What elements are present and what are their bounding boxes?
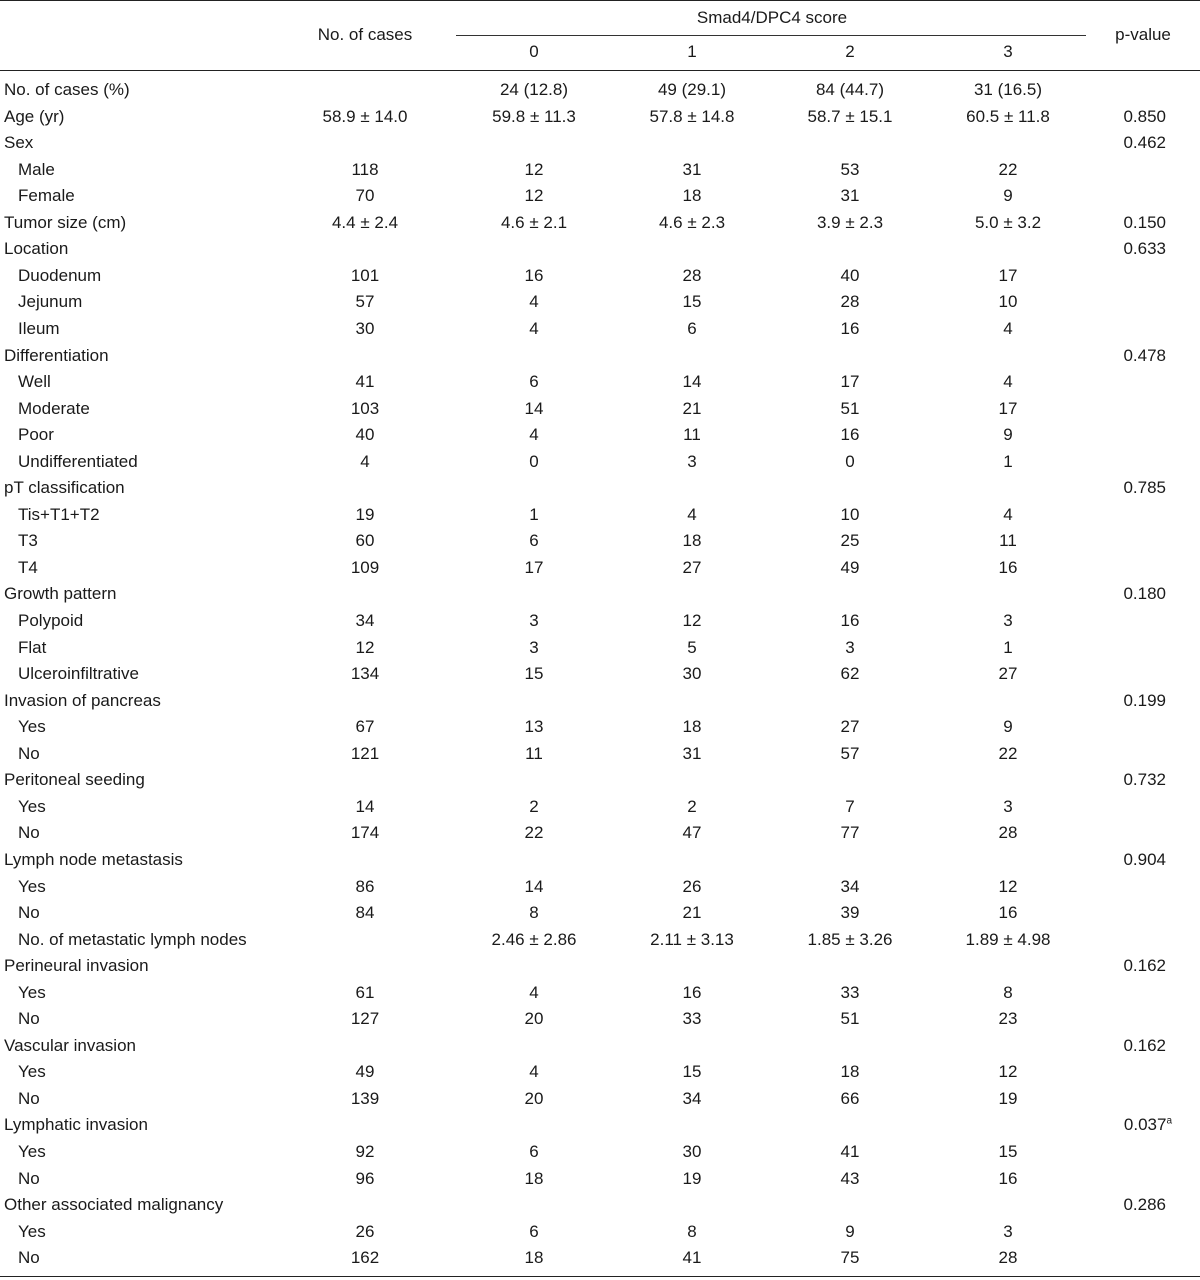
cell-pvalue — [1123, 584, 1166, 604]
cell-score-3: 12 — [998, 876, 1018, 896]
cell-no-cases: 12 — [355, 637, 375, 657]
cell-pvalue — [1123, 691, 1166, 711]
cell-score-1: 27 — [682, 557, 702, 577]
cell-score-2: 58.7 ± 15.1 — [807, 106, 893, 126]
cell-score-3: 5.0 ± 3.2 — [974, 212, 1042, 232]
cell-no-cases: 103 — [350, 398, 380, 418]
cell-score-3: 1 — [1003, 637, 1013, 657]
row-label: Other associated malignancy — [4, 1195, 224, 1215]
cell-score-2: 40 — [840, 265, 860, 285]
cell-score-0: 0 — [529, 451, 539, 471]
score-group-rule — [456, 35, 1086, 36]
cell-score-2: 51 — [840, 1009, 860, 1029]
row-label: Yes — [18, 1062, 46, 1082]
row-label: Age (yr) — [4, 106, 65, 126]
cell-no-cases: 121 — [350, 743, 380, 763]
cell-score-2: 49 — [840, 557, 860, 577]
cell-score-1: 2.11 ± 3.13 — [650, 929, 734, 949]
cell-score-2: 51 — [840, 398, 860, 418]
cell-score-2: 39 — [840, 903, 860, 923]
pvalue-text: 0.478 — [1123, 345, 1166, 365]
header-score-1: 1 — [687, 42, 697, 61]
row-label: Lymph node metastasis — [4, 849, 183, 869]
cell-no-cases: 40 — [355, 425, 375, 445]
cell-score-0: 6 — [529, 531, 539, 551]
cell-no-cases: 162 — [350, 1248, 380, 1268]
row-label: Yes — [18, 876, 46, 896]
cell-no-cases: 70 — [355, 186, 375, 206]
cell-no-cases: 41 — [355, 372, 375, 392]
cell-score-3: 19 — [998, 1088, 1018, 1108]
cell-score-1: 34 — [682, 1088, 702, 1108]
row-label: Sex — [4, 133, 34, 153]
row-label: No — [18, 743, 40, 763]
cell-no-cases: 58.9 ± 14.0 — [322, 106, 408, 126]
row-label: Yes — [18, 982, 46, 1002]
cell-score-0: 12 — [524, 159, 544, 179]
row-label: Jejunum — [18, 292, 83, 312]
cell-score-0: 16 — [524, 265, 544, 285]
cell-score-0: 59.8 ± 11.3 — [492, 106, 576, 126]
row-label: T3 — [18, 531, 38, 551]
cell-score-3: 60.5 ± 11.8 — [966, 106, 1050, 126]
cell-no-cases: 19 — [355, 504, 375, 524]
cell-score-3: 16 — [998, 557, 1018, 577]
cell-score-2: 7 — [845, 796, 855, 816]
cell-score-3: 22 — [998, 743, 1018, 763]
cell-no-cases: 49 — [355, 1062, 375, 1082]
cell-score-3: 4 — [1003, 318, 1013, 338]
cell-score-3: 10 — [998, 292, 1018, 312]
cell-no-cases: 60 — [355, 531, 375, 551]
cell-score-0: 6 — [529, 1221, 539, 1241]
cell-score-0: 1 — [529, 504, 539, 524]
cell-score-1: 4.6 ± 2.3 — [658, 212, 726, 232]
cell-score-1: 31 — [682, 743, 702, 763]
row-label: Undifferentiated — [18, 451, 138, 471]
pvalue-text: 0.162 — [1123, 956, 1166, 976]
pvalue-text: 0.180 — [1123, 584, 1166, 604]
cell-no-cases: 26 — [355, 1221, 375, 1241]
header-score-group: Smad4/DPC4 score — [696, 8, 848, 27]
row-label: Tis+T1+T2 — [18, 504, 100, 524]
cell-score-3: 11 — [999, 531, 1017, 551]
row-label: Male — [18, 159, 55, 179]
cell-score-0: 14 — [524, 876, 544, 896]
cell-score-2: 10 — [840, 504, 860, 524]
cell-score-0: 18 — [524, 1168, 544, 1188]
cell-score-3: 1.89 ± 4.98 — [965, 929, 1051, 949]
pvalue-text: 0.732 — [1123, 770, 1166, 790]
row-label: Yes — [18, 796, 46, 816]
cell-score-0: 8 — [529, 903, 539, 923]
cell-score-2: 31 — [840, 186, 860, 206]
cell-no-cases: 127 — [350, 1009, 380, 1029]
pvalue-text: 0.633 — [1123, 239, 1166, 259]
row-label: Moderate — [18, 398, 90, 418]
row-label: Perineural invasion — [4, 956, 149, 976]
cell-score-0: 4.6 ± 2.1 — [500, 212, 568, 232]
cell-no-cases: 34 — [355, 611, 375, 630]
cell-score-2: 34 — [840, 876, 860, 896]
cell-score-0: 15 — [524, 664, 544, 684]
row-label: No — [18, 1248, 40, 1268]
cell-score-0: 13 — [524, 717, 544, 737]
cell-no-cases: 57 — [355, 292, 375, 312]
cell-score-2: 3.9 ± 2.3 — [816, 212, 884, 232]
cell-score-3: 27 — [998, 664, 1018, 684]
row-label: No — [18, 1168, 40, 1188]
cell-score-2: 1.85 ± 3.26 — [807, 929, 893, 949]
cell-score-2: 62 — [840, 664, 860, 684]
cell-score-2: 41 — [840, 1142, 860, 1161]
row-label: Growth pattern — [4, 584, 117, 604]
cell-score-0: 12 — [524, 186, 544, 206]
row-label: Ulceroinfiltrative — [18, 664, 139, 684]
header-score-3: 3 — [1003, 42, 1013, 61]
row-label: Duodenum — [18, 265, 102, 285]
cell-score-3: 17 — [998, 265, 1018, 285]
cell-score-1: 2 — [687, 796, 697, 816]
cell-score-0: 4 — [529, 982, 539, 1002]
cell-score-3: 1 — [1003, 451, 1013, 471]
cell-score-2: 16 — [840, 611, 860, 630]
cell-no-cases: 134 — [350, 664, 380, 684]
cell-score-2: 57 — [840, 743, 860, 763]
row-label: Location — [4, 239, 69, 259]
cell-score-1: 28 — [682, 265, 702, 285]
cell-score-2: 53 — [840, 159, 860, 179]
cell-pvalue — [1123, 1195, 1166, 1215]
cell-no-cases: 14 — [355, 796, 375, 816]
cell-no-cases: 174 — [350, 823, 380, 843]
cell-score-3: 22 — [998, 159, 1018, 179]
cell-no-cases: 139 — [350, 1088, 380, 1108]
row-label: No — [18, 823, 40, 843]
cell-pvalue — [1124, 1115, 1172, 1135]
cell-score-1: 5 — [687, 637, 697, 657]
cell-no-cases: 118 — [351, 159, 379, 179]
row-label: No — [18, 1009, 40, 1029]
cell-no-cases: 96 — [355, 1168, 375, 1188]
row-label: pT classification — [4, 478, 125, 498]
cell-score-1: 14 — [682, 372, 702, 392]
cell-score-3: 12 — [998, 1062, 1018, 1082]
cell-score-2: 84 (44.7) — [815, 80, 885, 99]
cell-score-3: 3 — [1003, 611, 1013, 630]
cell-score-1: 8 — [687, 1221, 697, 1241]
pvalue-text: 0.286 — [1123, 1195, 1166, 1215]
row-label: Differentiation — [4, 345, 109, 365]
row-label: Yes — [18, 1142, 46, 1161]
pvalue-text: 0.462 — [1123, 133, 1166, 153]
cell-score-3: 3 — [1003, 796, 1013, 816]
row-label: T4 — [18, 557, 38, 577]
cell-pvalue — [1123, 107, 1166, 127]
bottom-rule — [0, 1276, 1200, 1277]
row-label: Flat — [18, 637, 47, 657]
cell-score-1: 11 — [683, 425, 701, 445]
cell-pvalue — [1123, 133, 1166, 153]
cell-score-2: 16 — [840, 425, 860, 445]
cell-score-0: 4 — [529, 318, 539, 338]
cell-score-1: 30 — [682, 664, 702, 684]
cell-score-0: 22 — [524, 823, 544, 843]
cell-score-0: 6 — [529, 372, 539, 392]
cell-score-0: 2.46 ± 2.86 — [491, 929, 577, 949]
cell-score-0: 20 — [524, 1009, 544, 1029]
cell-score-2: 25 — [840, 531, 860, 551]
cell-score-0: 3 — [529, 611, 539, 630]
cell-score-0: 4 — [529, 292, 539, 312]
cell-no-cases: 101 — [350, 265, 380, 285]
header-no-cases: No. of cases — [317, 25, 413, 44]
cell-score-3: 3 — [1003, 1221, 1013, 1241]
pvalue-text: 0.199 — [1123, 690, 1166, 710]
cell-pvalue — [1123, 956, 1166, 976]
cell-pvalue — [1123, 346, 1166, 366]
row-label: No. of metastatic lymph nodes — [18, 929, 247, 949]
cell-score-1: 3 — [687, 451, 697, 471]
cell-score-3: 9 — [1003, 717, 1013, 737]
row-label: No — [18, 1088, 40, 1108]
cell-score-1: 31 — [682, 159, 702, 179]
cell-score-0: 18 — [524, 1248, 544, 1268]
cell-pvalue — [1123, 239, 1166, 259]
cell-score-3: 4 — [1003, 504, 1013, 524]
cell-score-1: 21 — [682, 398, 702, 418]
cell-score-2: 28 — [840, 292, 860, 312]
cell-no-cases: 4.4 ± 2.4 — [331, 212, 399, 232]
cell-score-2: 66 — [840, 1088, 860, 1108]
cell-score-2: 16 — [840, 318, 860, 338]
row-label: Poor — [18, 425, 54, 445]
cell-score-0: 2 — [529, 796, 539, 816]
cell-score-2: 33 — [840, 982, 860, 1002]
cell-score-0: 6 — [529, 1142, 539, 1161]
cell-score-1: 30 — [682, 1142, 702, 1161]
row-label: Ileum — [18, 318, 60, 338]
pvalue-text: 0.785 — [1123, 478, 1166, 498]
cell-score-1: 19 — [682, 1168, 702, 1188]
row-label: Tumor size (cm) — [4, 212, 127, 232]
cell-score-3: 15 — [998, 1142, 1018, 1161]
pvalue-text: 0.037 — [1123, 1115, 1167, 1135]
pvalue-text: 0.162 — [1123, 1035, 1166, 1055]
row-label: Lymphatic invasion — [4, 1115, 148, 1135]
header-score-2: 2 — [845, 42, 855, 61]
cell-score-1: 49 (29.1) — [657, 80, 727, 99]
cell-pvalue — [1123, 1036, 1166, 1056]
cell-score-1: 12 — [682, 611, 702, 630]
cell-score-2: 18 — [840, 1062, 860, 1082]
cell-score-3: 16 — [998, 903, 1018, 923]
header-score-0: 0 — [529, 42, 539, 61]
cell-score-2: 77 — [840, 823, 860, 843]
cell-score-3: 31 (16.5) — [973, 80, 1043, 99]
cell-score-3: 17 — [998, 398, 1018, 418]
cell-score-2: 9 — [845, 1221, 855, 1241]
header-pvalue: p-value — [1115, 25, 1171, 44]
row-label: No — [18, 903, 40, 923]
cell-score-2: 0 — [845, 451, 855, 471]
cell-score-1: 16 — [682, 982, 702, 1002]
cell-score-1: 4 — [687, 504, 697, 524]
cell-score-3: 9 — [1003, 425, 1013, 445]
row-label: Female — [18, 186, 75, 206]
cell-score-1: 47 — [682, 823, 702, 843]
cell-score-0: 24 (12.8) — [499, 80, 569, 99]
pvalue-text: 0.850 — [1123, 106, 1166, 126]
cell-score-2: 17 — [840, 372, 860, 392]
cell-no-cases: 109 — [350, 557, 380, 577]
cell-score-3: 9 — [1003, 186, 1013, 206]
cell-score-1: 15 — [682, 1062, 702, 1082]
cell-score-0: 3 — [529, 637, 539, 657]
cell-pvalue — [1123, 213, 1166, 233]
cell-no-cases: 61 — [355, 982, 375, 1002]
pvalue-text: 0.150 — [1123, 212, 1166, 232]
cell-score-3: 8 — [1003, 982, 1013, 1002]
cell-score-1: 18 — [682, 531, 702, 551]
cell-score-3: 23 — [998, 1009, 1018, 1029]
cell-score-0: 11 — [525, 743, 543, 763]
cell-pvalue — [1123, 850, 1166, 870]
cell-score-1: 26 — [682, 876, 702, 896]
cell-score-1: 6 — [687, 318, 697, 338]
cell-no-cases: 92 — [355, 1142, 375, 1161]
cell-score-1: 41 — [682, 1248, 702, 1268]
row-label: Yes — [18, 717, 46, 737]
cell-score-2: 75 — [840, 1248, 860, 1268]
cell-score-1: 33 — [682, 1009, 702, 1029]
cell-score-0: 17 — [524, 557, 544, 577]
cell-score-1: 15 — [682, 292, 702, 312]
cell-score-2: 27 — [840, 717, 860, 737]
cell-score-1: 18 — [682, 186, 702, 206]
cell-score-2: 43 — [840, 1168, 860, 1188]
cell-score-3: 28 — [998, 1248, 1018, 1268]
cell-score-1: 18 — [682, 717, 702, 737]
cell-score-3: 4 — [1003, 372, 1013, 392]
row-label: Yes — [18, 1221, 46, 1241]
pvalue-footnote-mark: a — [1166, 1115, 1172, 1127]
cell-score-1: 21 — [682, 903, 702, 923]
cell-score-0: 14 — [524, 398, 544, 418]
cell-no-cases: 30 — [355, 318, 375, 338]
row-label: Vascular invasion — [4, 1035, 136, 1055]
cell-no-cases: 86 — [355, 876, 375, 896]
row-label: Invasion of pancreas — [4, 690, 161, 710]
cell-score-0: 4 — [529, 1062, 539, 1082]
cell-no-cases: 4 — [360, 451, 370, 471]
cell-pvalue — [1123, 478, 1166, 498]
cell-no-cases: 67 — [355, 717, 375, 737]
cell-score-3: 16 — [998, 1168, 1018, 1188]
cell-pvalue — [1123, 770, 1166, 790]
cell-score-0: 20 — [524, 1088, 544, 1108]
cell-no-cases: 84 — [355, 903, 375, 923]
cell-score-1: 57.8 ± 14.8 — [649, 106, 735, 126]
cell-score-0: 4 — [529, 425, 539, 445]
pvalue-text: 0.904 — [1123, 849, 1166, 869]
row-label: Well — [18, 372, 51, 392]
cell-score-3: 28 — [998, 823, 1018, 843]
header-rule — [0, 70, 1200, 71]
row-label: Peritoneal seeding — [4, 770, 145, 790]
row-label: No. of cases (%) — [4, 80, 130, 99]
cell-score-2: 3 — [845, 637, 855, 657]
row-label: Polypoid — [18, 611, 84, 630]
top-rule — [0, 0, 1200, 1]
